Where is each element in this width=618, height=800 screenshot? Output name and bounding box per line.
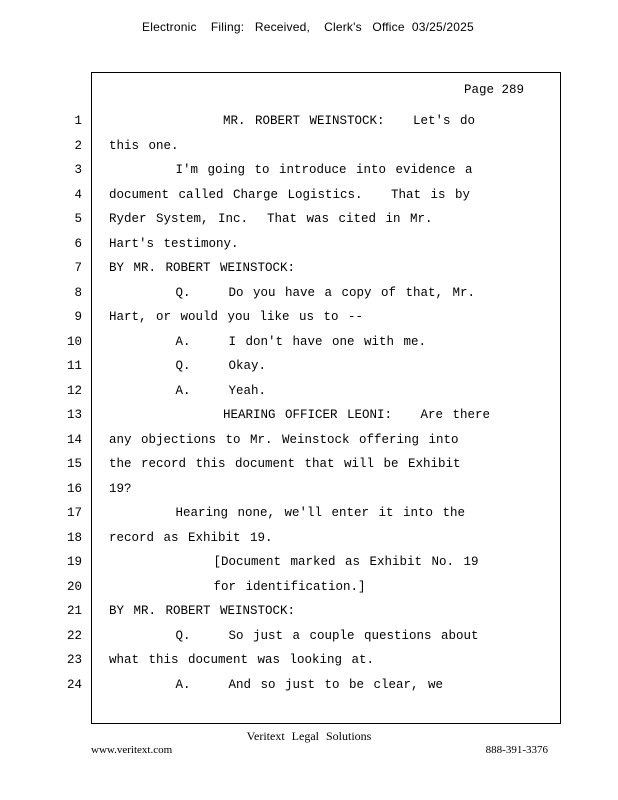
transcript-line: A. I don't have one with me. bbox=[109, 334, 427, 349]
transcript-line: BY MR. ROBERT WEINSTOCK: bbox=[109, 261, 296, 275]
line-number: 22 bbox=[66, 628, 82, 643]
line-number: 18 bbox=[66, 530, 82, 545]
line-number: 20 bbox=[66, 579, 82, 594]
line-number: 24 bbox=[66, 677, 82, 692]
line-number: 9 bbox=[74, 310, 82, 324]
line-number: 7 bbox=[74, 261, 82, 275]
transcript-line: Ryder System, Inc. That was cited in Mr. bbox=[109, 212, 433, 226]
transcript-line: Hart, or would you like us to -- bbox=[109, 310, 364, 324]
line-number: 13 bbox=[66, 408, 82, 422]
line-number: 8 bbox=[74, 285, 82, 300]
transcript-line: [Document marked as Exhibit No. 19 bbox=[109, 555, 479, 569]
line-number: 21 bbox=[66, 604, 82, 618]
transcript-line: for identification.] bbox=[109, 579, 366, 594]
transcript-line: Q. Do you have a copy of that, Mr. bbox=[109, 285, 476, 300]
transcript-line: document called Charge Logistics. That is by bbox=[109, 187, 471, 202]
filing-stamp: Electronic Filing: Received, Clerk's Office 03/25/2025 bbox=[142, 20, 474, 34]
line-number: 2 bbox=[74, 138, 82, 153]
line-number: 23 bbox=[66, 653, 82, 667]
transcript-line: any objections to Mr. Weinstock offering into bbox=[109, 432, 459, 447]
line-number: 3 bbox=[74, 163, 82, 177]
line-number: 10 bbox=[66, 334, 82, 349]
line-number: 17 bbox=[66, 506, 82, 520]
transcript-line: 19? bbox=[109, 481, 132, 496]
line-number: 1 bbox=[74, 114, 82, 128]
transcript-line: A. And so just to be clear, we bbox=[109, 677, 444, 692]
transcript-line: BY MR. ROBERT WEINSTOCK: bbox=[109, 604, 296, 618]
transcript-line: Hart's testimony. bbox=[109, 236, 239, 251]
line-number: 5 bbox=[74, 212, 82, 226]
line-number: 14 bbox=[66, 432, 82, 447]
footer-company: Veritext Legal Solutions bbox=[246, 729, 372, 743]
transcript-line: the record this document that will be Exhibit bbox=[109, 457, 461, 471]
transcript-line: A. Yeah. bbox=[109, 383, 267, 398]
transcript-line: Q. Okay. bbox=[109, 359, 267, 373]
footer-phone: 888-391-3376 bbox=[485, 744, 548, 756]
footer-website: www.veritext.com bbox=[91, 744, 173, 756]
line-number: 12 bbox=[66, 383, 82, 398]
line-number: 19 bbox=[66, 555, 82, 569]
transcript-line: what this document was looking at. bbox=[109, 653, 375, 667]
line-number: 6 bbox=[74, 236, 82, 251]
line-number: 11 bbox=[66, 359, 82, 373]
transcript-line: Hearing none, we'll enter it into the bbox=[109, 506, 466, 520]
line-number: 16 bbox=[66, 481, 82, 496]
transcript-line: HEARING OFFICER LEONI: Are there bbox=[109, 408, 491, 422]
transcript-line: Q. So just a couple questions about bbox=[109, 628, 479, 643]
line-number: 15 bbox=[66, 457, 82, 471]
transcript-line: record as Exhibit 19. bbox=[109, 530, 273, 545]
page-number: Page 289 bbox=[463, 83, 524, 97]
transcript-line: MR. ROBERT WEINSTOCK: Let's do bbox=[109, 114, 476, 128]
transcript-line: this one. bbox=[109, 138, 179, 153]
line-number: 4 bbox=[74, 187, 82, 202]
transcript-line: I'm going to introduce into evidence a bbox=[109, 163, 473, 177]
